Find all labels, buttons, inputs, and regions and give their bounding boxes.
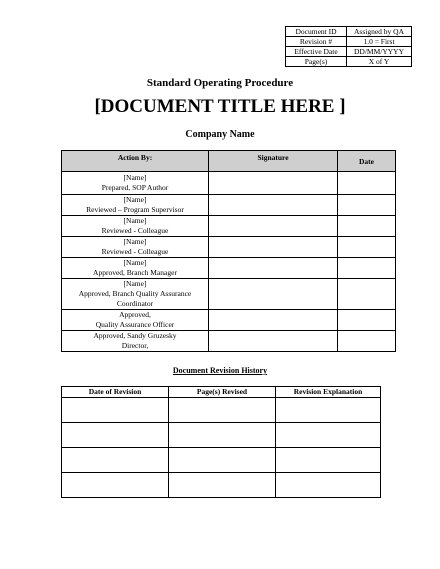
action-by-line: Approved, Sandy Gruzesky	[93, 331, 177, 340]
document-info-table	[285, 26, 412, 67]
date-cell[interactable]	[338, 331, 396, 352]
action-by-cell	[62, 216, 209, 237]
info-value: Assigned by QA	[347, 27, 412, 37]
signature-cell[interactable]	[209, 258, 338, 279]
action-by-line: [Name]	[123, 237, 147, 246]
revision-explanation-cell[interactable]	[276, 473, 381, 498]
action-by-cell	[62, 279, 209, 310]
revision-explanation-cell[interactable]	[276, 423, 381, 448]
info-value: DD/MM/YYYY	[347, 47, 412, 57]
revision-history-table	[61, 386, 381, 498]
action-by-cell	[62, 172, 209, 195]
date-cell[interactable]	[338, 279, 396, 310]
action-by-line: [Name]	[123, 195, 147, 204]
header-action-by: Action By:	[62, 151, 209, 172]
date-cell[interactable]	[338, 172, 396, 195]
revision-row	[62, 398, 381, 423]
action-by-line: Approved,	[119, 310, 151, 319]
revision-row	[62, 473, 381, 498]
info-row	[286, 57, 412, 67]
approval-row	[62, 216, 396, 237]
revision-history-heading: Document Revision History	[172, 366, 268, 375]
date-cell[interactable]	[338, 195, 396, 216]
date-of-revision-cell[interactable]	[62, 448, 169, 473]
signature-cell[interactable]	[209, 237, 338, 258]
pages-revised-cell[interactable]	[169, 448, 276, 473]
action-by-line: Quality Assurance Officer	[95, 320, 175, 329]
info-row	[286, 47, 412, 57]
date-cell[interactable]	[338, 216, 396, 237]
action-by-line: [Name]	[123, 173, 147, 182]
approval-row	[62, 258, 396, 279]
date-cell[interactable]	[338, 237, 396, 258]
revision-row	[62, 448, 381, 473]
info-value: X of Y	[347, 57, 412, 67]
header-revision-explanation: Revision Explanation	[276, 387, 381, 398]
approval-row	[62, 172, 396, 195]
info-value: 1.0 = First	[347, 37, 412, 47]
action-by-line: [Name]	[123, 258, 147, 267]
revision-explanation-cell[interactable]	[276, 448, 381, 473]
action-by-line: Reviewed - Colleague	[101, 247, 169, 256]
action-by-line: [Name]	[123, 216, 147, 225]
action-by-cell	[62, 258, 209, 279]
info-row	[286, 37, 412, 47]
approval-table	[61, 150, 396, 352]
action-by-cell	[62, 331, 209, 352]
signature-cell[interactable]	[209, 279, 338, 310]
info-row	[286, 27, 412, 37]
action-by-line: Approved, Branch Quality Assurance	[78, 289, 192, 298]
date-cell[interactable]	[338, 258, 396, 279]
revision-row	[62, 423, 381, 448]
approval-row	[62, 310, 396, 331]
header-date: Date	[338, 151, 396, 172]
header-pages-revised: Page(s) Revised	[169, 387, 276, 398]
date-cell[interactable]	[338, 310, 396, 331]
action-by-line: Reviewed – Program Supervisor	[86, 205, 184, 214]
action-by-cell	[62, 195, 209, 216]
action-by-line: Coordinator	[116, 299, 154, 308]
pages-revised-cell[interactable]	[169, 473, 276, 498]
approval-row	[62, 279, 396, 310]
signature-cell[interactable]	[209, 310, 338, 331]
action-by-line: [Name]	[123, 279, 147, 288]
approval-row	[62, 195, 396, 216]
date-of-revision-cell[interactable]	[62, 473, 169, 498]
header-signature: Signature	[209, 151, 338, 172]
company-name: Company Name	[185, 129, 255, 140]
document-title: [DOCUMENT TITLE HERE ]	[94, 96, 346, 117]
revision-explanation-cell[interactable]	[276, 398, 381, 423]
date-of-revision-cell[interactable]	[62, 423, 169, 448]
action-by-cell	[62, 310, 209, 331]
signature-cell[interactable]	[209, 216, 338, 237]
action-by-line: Reviewed - Colleague	[101, 226, 169, 235]
pages-revised-cell[interactable]	[169, 398, 276, 423]
action-by-line: Prepared, SOP Author	[101, 183, 169, 192]
pages-revised-cell[interactable]	[169, 423, 276, 448]
info-key: Revision #	[286, 37, 347, 47]
date-of-revision-cell[interactable]	[62, 398, 169, 423]
action-by-cell	[62, 237, 209, 258]
approval-row	[62, 237, 396, 258]
header-date-of-revision: Date of Revision	[62, 387, 169, 398]
action-by-line: Approved, Branch Manager	[93, 268, 177, 277]
info-key: Page(s)	[286, 57, 347, 67]
action-by-line: Director,	[121, 341, 149, 350]
signature-cell[interactable]	[209, 172, 338, 195]
info-key: Effective Date	[286, 47, 347, 57]
sop-heading: Standard Operating Procedure	[146, 77, 294, 89]
info-key: Document ID	[286, 27, 347, 37]
approval-row	[62, 331, 396, 352]
signature-cell[interactable]	[209, 331, 338, 352]
signature-cell[interactable]	[209, 195, 338, 216]
